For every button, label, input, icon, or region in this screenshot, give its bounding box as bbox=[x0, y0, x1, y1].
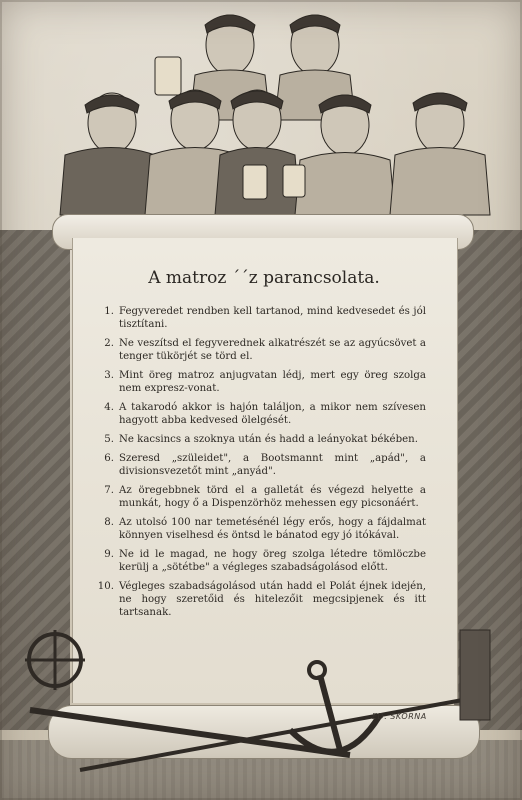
list-item bbox=[94, 433, 426, 446]
rule-number: 1. bbox=[104, 306, 114, 317]
anchor-and-tools-illustration bbox=[20, 620, 510, 795]
rule-text: Mint öreg matroz anjugvatan lédj, mert egy öreg szolga nem expresz-vonat. bbox=[119, 369, 426, 395]
rule-text: Szeresd „szüleidet", a Bootsmannt mint „apád", a divisionsvezetőt mint „anyád". bbox=[119, 452, 426, 477]
rules-list bbox=[94, 305, 426, 625]
sailors-illustration bbox=[25, 5, 500, 235]
rule-number: 10. bbox=[97, 580, 114, 592]
rule-number: 8. bbox=[104, 516, 114, 528]
rule-number: 5. bbox=[104, 433, 114, 445]
rule-number: 9. bbox=[104, 548, 114, 560]
list-item bbox=[94, 484, 426, 511]
rule-number: 4. bbox=[104, 401, 114, 413]
list-item bbox=[94, 452, 426, 479]
rule-text: Ne veszítsd el fegyverednek alkatrészét se az agyúcsövet a tenger tükörjét se törd el. bbox=[119, 337, 426, 363]
list-item bbox=[94, 580, 426, 620]
list-item bbox=[94, 401, 426, 428]
rule-text: A takarodó akkor is hajón találjon, a mikor nem szívesen hagyott abba kedvesed ölelgését. bbox=[119, 401, 426, 427]
artist-signature: ED. SKORNA bbox=[372, 712, 427, 721]
rule-number: 6. bbox=[104, 452, 114, 464]
anchor-icon bbox=[290, 675, 380, 752]
list-item bbox=[94, 369, 426, 396]
list-item bbox=[94, 548, 426, 575]
rule-text: Ne kacsincs a szoknya után és hadd a leányokat békében. bbox=[119, 433, 418, 445]
rule-number: 7. bbox=[104, 484, 114, 496]
rule-number: 2. bbox=[104, 337, 114, 349]
list-item bbox=[94, 305, 426, 332]
list-item bbox=[94, 337, 426, 364]
page-title: A matroz ´´z parancsolata. bbox=[148, 268, 380, 288]
rule-text: Fegyveredet rendben kell tartanod, mind kedvesedet és jól tisztítani. bbox=[119, 306, 426, 331]
rule-text: Az utolsó 100 nar temetésénél légy erős, hogy a fájdalmat könnyen viselhesd és öntsd le bánatod egy jó itókával. bbox=[119, 516, 426, 541]
rule-text: Végleges szabadságolásod után hadd el Polát éjnek idején, ne hogy szeretőid és hitelezőit megcsipjenek és itt tartsanak. bbox=[119, 580, 426, 619]
rule-number: 3. bbox=[104, 369, 114, 381]
rule-text: Az öregebbnek törd el a galletát és végezd helyette a munkát, hogy ő a Dispenzörhöz mehessen egy picsonáért. bbox=[119, 484, 426, 509]
list-item bbox=[94, 516, 426, 543]
rule-text: Ne id le magad, ne hogy öreg szolga létedre tömlöczbe kerülj a „sötétbe" a végleges szabadságolásod előtt. bbox=[119, 548, 426, 573]
